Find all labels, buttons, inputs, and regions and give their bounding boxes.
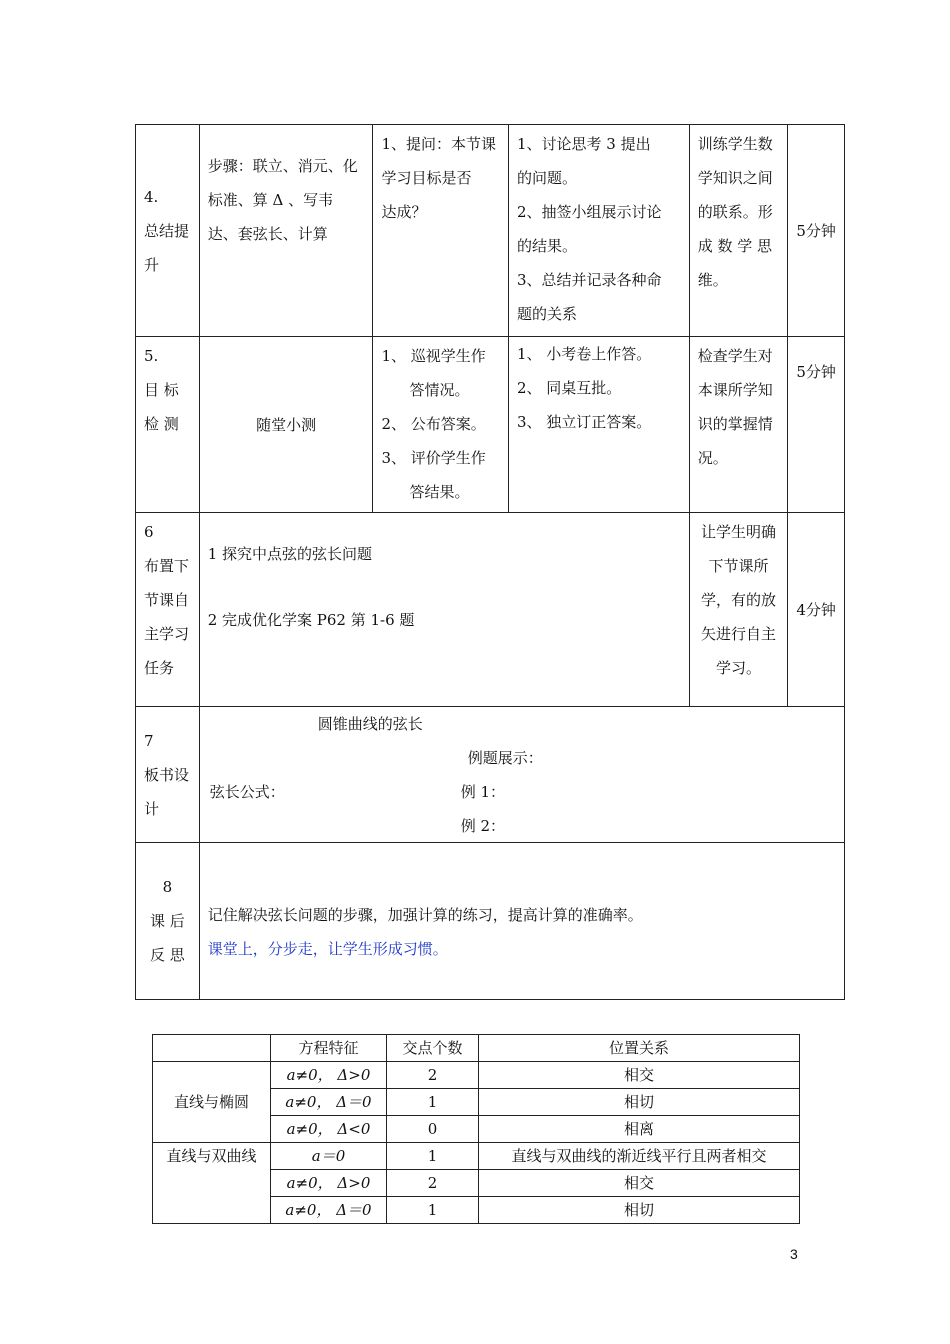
feature-cell: a＝0	[271, 1143, 387, 1170]
header-cell: 方程特征	[271, 1035, 387, 1062]
intent-cell: 训练学生数 学知识之间 的联系。形 成 数 学 思 维。	[689, 125, 787, 337]
header-cell: 位置关系	[479, 1035, 800, 1062]
table-row	[136, 843, 845, 1000]
row-label: 6 布置下 节课自 主学习 任务	[136, 513, 200, 707]
feature-cell: a≠0， Δ>0	[271, 1062, 387, 1089]
content-cell: 步骤：联立、消元、化 标准、算 Δ 、写韦 达、套弦长、计算	[199, 125, 373, 337]
board-design-cell	[199, 707, 844, 843]
feature-cell: a≠0， Δ<0	[271, 1116, 387, 1143]
count-cell: 1	[387, 1197, 479, 1224]
header-cell: 交点个数	[387, 1035, 479, 1062]
student-activity-cell: 1、讨论思考 3 提出 的问题。 2、抽签小组展示讨论 的结果。 3、总结并记录各种命 题的关系	[509, 125, 690, 337]
time-cell: 5分钟	[788, 125, 845, 337]
group-label: 直线与椭圆	[153, 1062, 271, 1143]
board-title: 圆锥曲线的弦长	[317, 715, 423, 733]
teacher-activity-cell: 1、提问：本节课 学习目标是否 达成？	[373, 125, 509, 337]
relation-cell: 相切	[479, 1089, 800, 1116]
time-cell: 4分钟	[788, 513, 845, 707]
group-label: 直线与双曲线	[153, 1143, 271, 1224]
table-row	[153, 1143, 800, 1170]
feature-cell: a≠0， Δ＝0	[271, 1089, 387, 1116]
row-label: 4. 总结提 升	[136, 125, 200, 337]
table-row	[136, 125, 845, 337]
feature-cell: a≠0， Δ>0	[271, 1170, 387, 1197]
student-activity-cell: 1、 小考卷上作答。 2、 同桌互批。 3、 独立订正答案。	[509, 337, 690, 513]
relation-cell: 相交	[479, 1170, 800, 1197]
position-relation-table	[152, 1034, 800, 1224]
table-row	[136, 513, 845, 707]
count-cell: 2	[387, 1170, 479, 1197]
row-label: 8 课 后 反 思	[136, 843, 200, 1000]
count-cell: 0	[387, 1116, 479, 1143]
relation-cell: 相切	[479, 1197, 800, 1224]
row-label: 7 板书设 计	[136, 707, 200, 843]
content-cell: 随堂小测	[199, 337, 373, 513]
table-row	[153, 1062, 800, 1089]
table-row	[136, 337, 845, 513]
count-cell: 1	[387, 1089, 479, 1116]
relation-cell: 相离	[479, 1116, 800, 1143]
count-cell: 2	[387, 1062, 479, 1089]
row-label: 5. 目 标 检 测	[136, 337, 200, 513]
task-content-cell: 1 探究中点弦的弦长问题 2 完成优化学案 P62 第 1-6 题	[199, 513, 689, 707]
relation-cell: 相交	[479, 1062, 800, 1089]
board-example-1: 例 1：	[460, 783, 506, 801]
page-number: 3	[790, 1246, 798, 1262]
table-header-row	[153, 1035, 800, 1062]
board-formula: 弦长公式：	[209, 783, 285, 801]
table-row	[136, 707, 845, 843]
intent-cell: 检查学生对 本课所学知 识的掌握情 况。	[689, 337, 787, 513]
relation-cell: 直线与双曲线的渐近线平行且两者相交	[479, 1143, 800, 1170]
intent-cell: 让学生明确 下节课所 学，有的放 矢进行自主 学习。	[689, 513, 787, 707]
header-cell	[153, 1035, 271, 1062]
time-cell: 5分钟	[788, 337, 845, 513]
feature-cell: a≠0， Δ＝0	[271, 1197, 387, 1224]
lesson-plan-table	[135, 124, 845, 1000]
reflection-text: 记住解决弦长问题的步骤，加强计算的练习，提高计算的准确率。	[207, 906, 643, 924]
board-example-2: 例 2：	[460, 817, 506, 835]
board-examples-title: 例题展示：	[467, 749, 543, 767]
teacher-activity-cell: 1、 巡视学生作 答情况。 2、 公布答案。 3、 评价学生作 答结果。	[373, 337, 509, 513]
reflection-cell	[199, 843, 844, 1000]
reflection-note: 课堂上，分步走，让学生形成习惯。	[207, 940, 448, 958]
count-cell: 1	[387, 1143, 479, 1170]
